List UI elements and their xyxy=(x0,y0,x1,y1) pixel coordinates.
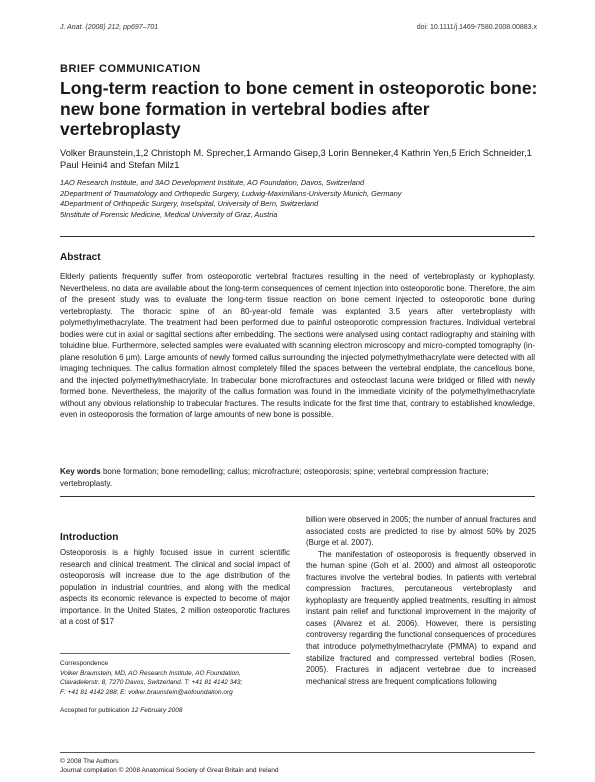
doi[interactable]: doi: 10.1111/j.1469-7580.2008.00883.x xyxy=(416,24,537,31)
abstract-body: Elderly patients frequently suffer from osteoporotic vertebral fractures resulting in the need of vertebroplasty or kyphoplasty. Nevertheless, no data are available about the long-term consequences of cement injection into osteoporotic bone. Therefore, the aim of the present study was to evaluate the long-term tissue reaction on bone cement injected to osteoporotic bone during vertebroplasty. The thoracic spine of an 80-year-old female was explanted 3.5 years after vertebroplasty with polymethylmethacrylate. The treatment had been performed due to painful osteoporotic compression fractures. Individual vertebral bodies were cut in axial or sagittal sections after embedding. The sections were analysed using contact radiography and staining with toluidine blue. Furthermore, selected samples were evaluated with scanning electron microscopy and micro-compted tomography (in-plane resolution 6 µm). Large amounts of newly formed callus surrounding the injected polymethylmethacrylate were detected with all imaging techniques. The callus formation almost completely filled the spaces between the vertebral endplate, the cancellous bone, and the injected polymethylmethacrylate. In trabecular bone microfractures and osteoclast lacuna were bridged or filled with newly formed bone. Nevertheless, the majority of the callus formation was found in the immediate vicinity of the polymethylmethacrylate without any obvious relationship to trabecular fractures. The results indicate for the first time that, contrary to established knowledge, even in osteoporosis the formation of large amounts of new bone is possible. xyxy=(60,272,535,419)
accepted-date-value: 12 February 2008 xyxy=(131,707,183,714)
affiliations xyxy=(60,178,540,220)
affiliation-3: 4Department of Orthopedic Surgery, Inselspital, University of Bern, Switzerland xyxy=(60,199,319,209)
footer-copyright: © 2008 The Authors xyxy=(60,758,119,765)
author-list: Volker Braunstein,1,2 Christoph M. Sprecher,1 Armando Gisep,3 Lorin Benneker,4 Kathrin Yen,5 Erich Schneider,1 Paul Heini4 and Stefan Milz1 xyxy=(60,148,532,170)
intro-right-column xyxy=(306,514,536,687)
article-title: Long-term reaction to bone cement in osteoporotic bone: new bone formation in vertebral bodies after vertebroplasty xyxy=(60,78,538,139)
intro-paragraph-2: The manifestation of osteoporosis is frequently observed in the human spine (Goh et al. 2000) and almost all osteoporotic fractures involve the vertebral bodies. In patients with vertebral compression fractures, percutaneous vertebroplasty and kyphoplasty are frequently applied treatments, resulting in almost instant pain relief and functional improvement in the majority of cases (Alvarez et al. 2006). However, there is persisting controversy regarding the functional consequences of procedures that introduce polymethylmethacrylate (PMMA) to expand and stabilize fractured and compressed vertebral bodies (Rosen, 2005). Fractures in adjacent vertebrae due to increased mechanical stress are frequent complications following xyxy=(306,549,536,686)
footer-compilation: Journal compilation © 2008 Anatomical Society of Great Britain and Ireland xyxy=(60,766,279,774)
affiliation-4: 5Institute of Forensic Medicine, Medical University of Graz, Austria xyxy=(60,209,278,219)
accepted-date xyxy=(60,707,183,714)
affiliation-1: 1AO Research Institute, and 3AO Development Institute, AO Foundation, Davos, Switzerland xyxy=(60,178,365,187)
abstract-heading: Abstract xyxy=(60,252,101,263)
journal-citation: J. Anat. (2008) 212, pp697–701 xyxy=(60,24,159,31)
introduction-heading: Introduction xyxy=(60,532,119,543)
abstract-top-rule xyxy=(60,236,535,237)
accepted-label: Accepted for publication xyxy=(60,707,130,714)
intro-paragraph-1: billion were observed in 2005; the number of annual fractures and associated costs are predicted to rise by almost 50% by 2025 (Burge et al. 2007). xyxy=(306,515,536,548)
footer xyxy=(60,758,279,775)
section-label: BRIEF COMMUNICATION xyxy=(60,63,201,75)
correspondence-line-3[interactable]: F: +41 81 4142 288; E: volker.braunstein@aofoundation.org xyxy=(60,689,233,697)
abstract-bottom-rule xyxy=(60,496,535,497)
keywords-text: bone formation; bone remodelling; callus; microfracture; osteoporosis; spine; vertebral compression fracture; vertebroplasty. xyxy=(60,467,489,488)
keywords xyxy=(60,466,535,489)
keywords-label: Key words xyxy=(60,467,101,476)
correspondence-label: Correspondence xyxy=(60,660,109,667)
correspondence-line-1: Volker Braunstein, MD, AO Research Institute, AO Foundation, xyxy=(60,669,241,677)
correspondence-block xyxy=(60,659,290,698)
correspondence-line-2: Clavadelerstr. 8, 7270 Davos, Switzerland. T: +41 81 4142 343; xyxy=(60,679,243,687)
intro-left-column: Osteoporosis is a highly focused issue in current scientific research and clinical treatment. The clinical and social impact of osteoporosis will increase due to the age distribution of the population in industrial countries, and along with the medical aspects its economic relevance is expected to become of major importance. In the United States, 2 million osteoporotic fractures at a cost of $17 xyxy=(60,548,290,627)
correspondence-rule xyxy=(60,653,290,654)
footer-rule xyxy=(60,752,535,753)
affiliation-2: 2Department of Traumatology and Orthopedic Surgery, Ludwig-Maximilians-University Munich, Germany xyxy=(60,188,402,198)
